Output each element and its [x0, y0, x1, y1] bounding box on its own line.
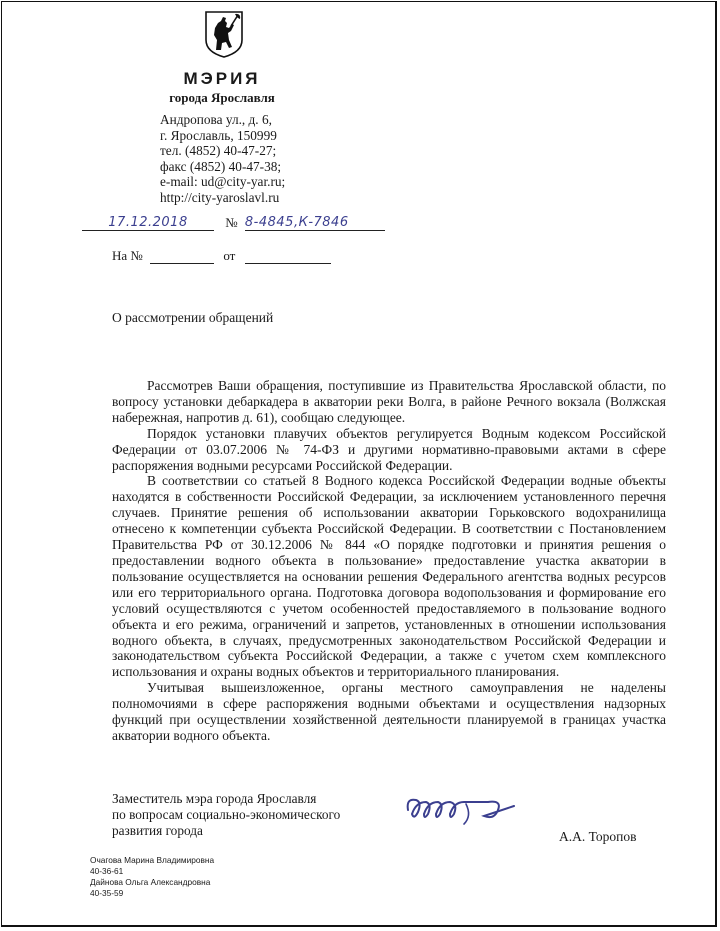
handwritten-date: 17.12.2018 — [108, 215, 188, 230]
letter-page — [1, 1, 717, 927]
address-website: http://city-yaroslavl.ru — [160, 189, 280, 205]
body-paragraph: Порядок установки плавучих объектов регулируется Водным кодексом Российской Федерации от 03.07.2006 № 74-ФЗ и другими нормативно-правовыми актами в сфере распоряжения водными ресурсами Российской Федерации. — [112, 425, 666, 473]
letter-body — [112, 378, 666, 744]
position-line: Заместитель мэра города Ярославля — [112, 791, 317, 806]
reply-registration — [112, 248, 331, 264]
body-paragraph: В соответствии со статьей 8 Водного кодекса Российской Федерации водные объекты находятся в собственности Российской Федерации, за исключением установленного перечня случаев. Принятие решения об использовании акватории Горьковского водохранилища отнесено к компетенции субъекта Российской Федерации. В соответствии с Постановлением Правительства РФ от 30.12.2006 № 844 «О порядке подготовки и принятия решения о предоставлении водного объекта в пользование» предоставление участка акватории в пользование осуществляется на основании решения Федерального агентства водных ресурсов или его территориального органа. Подготовка договора водопользования и формирование его условий осуществляются с учетом особенностей предоставляемого в пользование водного объекта и его режима, ограничений и запретов, установленных в отношении использования водного объекта, в случаях, предусмотренных законодательством Российской Федерации и законодательством субъекта Российской Федерации, а также с учетом схем комплексного использования и охраны водных объектов и территориального планирования. — [112, 473, 666, 680]
body-paragraph: Рассмотрев Ваши обращения, поступившие из Правительства Ярославской области, по вопросу установки дебаркадера в акватории реки Волга, в районе Речного вокзала (Волжская набережная, напротив д. 61), сообщаю следующее. — [112, 378, 666, 425]
executor-name: Очагова Марина Владимировна — [90, 855, 215, 865]
address-phone: тел. (4852) 40-47-27; — [160, 143, 277, 159]
signer-name: А.А. Торопов — [559, 829, 637, 844]
reply-number-blank — [150, 251, 214, 264]
date-field — [82, 214, 214, 231]
reply-to-label: На № — [112, 248, 143, 263]
coat-of-arms-icon — [204, 10, 244, 58]
handwritten-number: 8-4845,К-7846 — [244, 215, 349, 230]
outgoing-registration — [82, 214, 385, 231]
executor-name: Дайнова Ольга Александровна — [90, 877, 211, 887]
handwritten-signature — [402, 790, 522, 826]
address-fax: факс (4852) 40-47-38; — [160, 158, 282, 174]
reply-date-blank — [245, 251, 331, 264]
org-title: МЭРИЯ — [183, 69, 261, 88]
letter-subject: О рассмотрении обращений — [112, 310, 274, 325]
executor-contacts — [90, 855, 214, 899]
executor-phone: 40-35-59 — [90, 888, 124, 898]
body-paragraph: Учитывая вышеизложенное, органы местного самоуправления не наделены полномочиями в сфере распоряжения водными объектами и осуществления надзорных функций при осуществлении хозяйственной деятельности планируемой в границах участка акватории водного объекта. — [112, 680, 666, 743]
from-label: от — [223, 248, 236, 263]
number-field — [245, 214, 385, 231]
position-line: по вопросам социально-экономического — [112, 807, 341, 822]
number-label: № — [225, 215, 238, 230]
executor-phone: 40-36-61 — [90, 866, 124, 876]
position-line: развития города — [112, 823, 203, 838]
org-subtitle: города Ярославля — [169, 90, 275, 105]
address-email: e-mail: ud@city-yar.ru; — [160, 174, 286, 190]
address-block — [160, 112, 285, 206]
address-street: Андропова ул., д. 6, — [160, 112, 272, 127]
address-city: г. Ярославль, 150999 — [160, 127, 277, 143]
signatory-position — [112, 791, 340, 839]
